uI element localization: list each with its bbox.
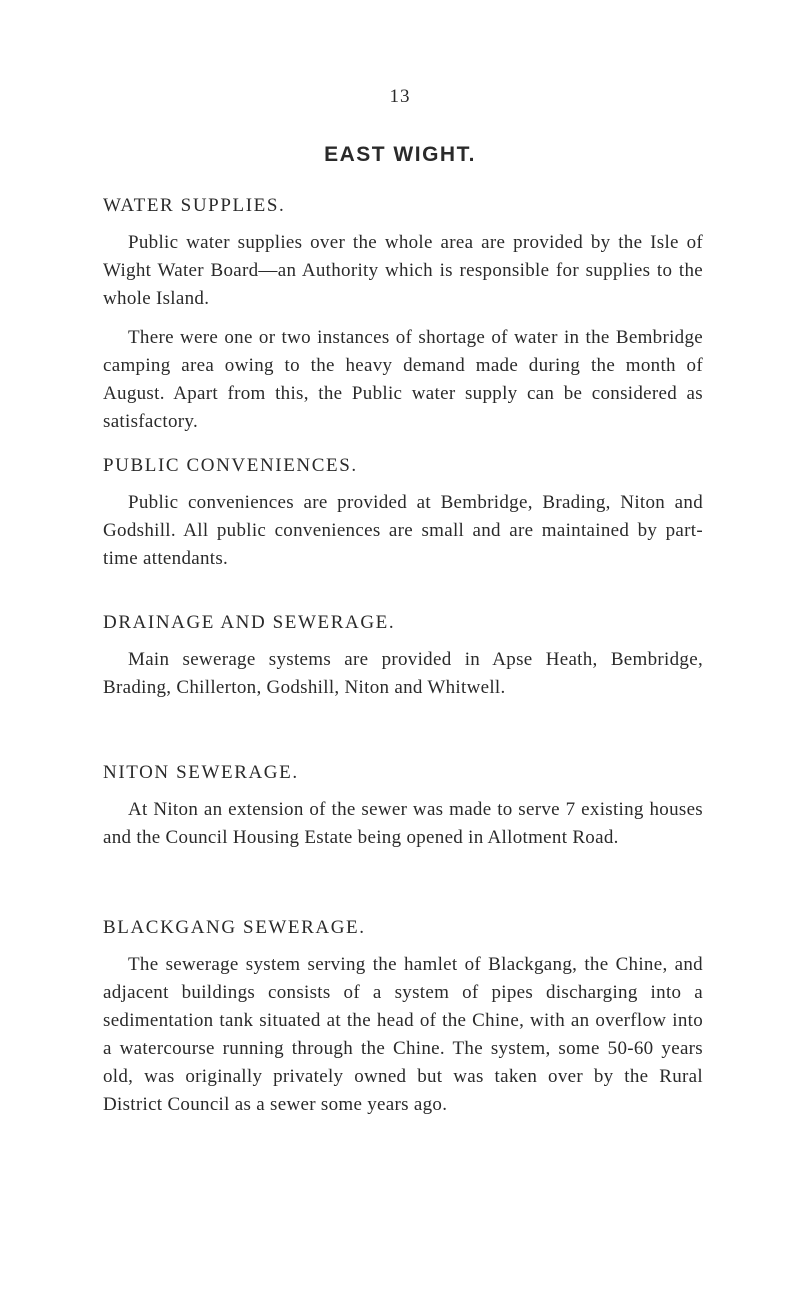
section-heading: NITON SEWERAGE. [103,762,299,783]
paragraph: There were one or two instances of shortage of water in the Bembridge camping area owing to the heavy demand made during the month of August. Apart from this, the Public water supply can be considered as satisfactory. [103,327,703,432]
section-heading: PUBLIC CONVENIENCES. [103,455,358,476]
section-niton-sewerage [103,760,703,852]
section-public-conveniences [103,453,703,573]
page-number: 13 [389,86,411,107]
paragraph: Public conveniences are provided at Bembridge, Brading, Niton and Godshill. All public conveniences are small and are maintained by part-time attendants. [103,492,703,569]
section-heading: WATER SUPPLIES. [103,195,286,216]
page-title: EAST WIGHT. [324,143,476,166]
section-blackgang-sewerage [103,915,703,1119]
paragraph: The sewerage system serving the hamlet of Blackgang, the Chine, and adjacent buildings consists of a system of pipes discharging into a sedimentation tank situated at the head of the Chine, with an overflow into a watercourse running through the Chine. The system, some 50-60 years old, was originally privately owned but was taken over by the Rural District Council as a sewer some years ago. [103,954,703,1115]
section-heading: DRAINAGE AND SEWERAGE. [103,612,396,633]
paragraph: Main sewerage systems are provided in Apse Heath, Bembridge, Brading, Chillerton, Godshill, Niton and Whitwell. [103,649,703,698]
section-water-supplies [103,193,703,436]
paragraph: At Niton an extension of the sewer was made to serve 7 existing houses and the Council Housing Estate being opened in Allotment Road. [103,799,703,848]
section-drainage-and-sewerage [103,610,703,702]
paragraph: Public water supplies over the whole area are provided by the Isle of Wight Water Board—an Authority which is responsible for supplies to the whole Island. [103,232,703,309]
section-heading: BLACKGANG SEWERAGE. [103,917,366,938]
